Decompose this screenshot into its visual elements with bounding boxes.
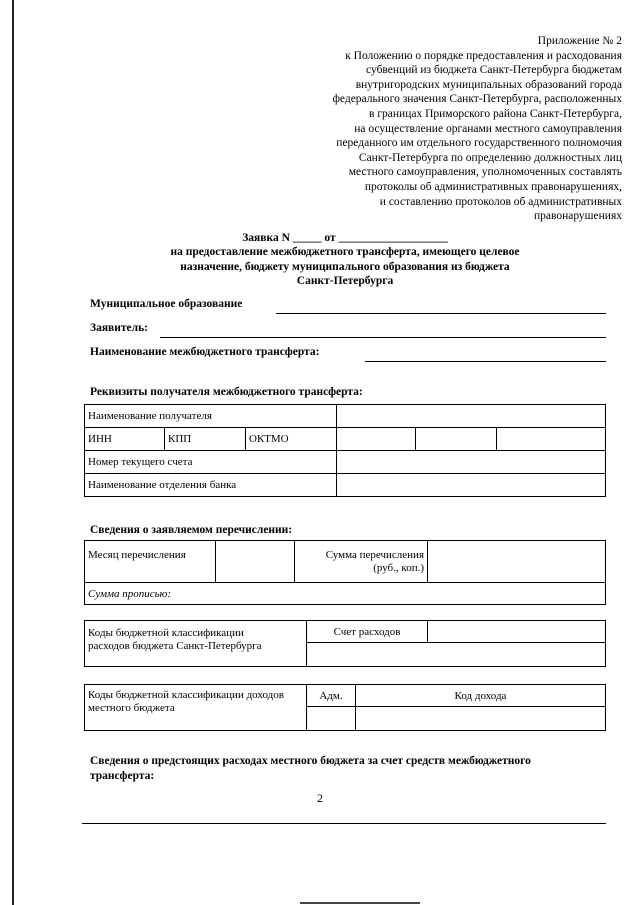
expense-account-value[interactable] [428,621,606,643]
table-row [85,583,606,605]
transfer-info-heading: Сведения о заявляемом перечислении: [90,524,293,536]
kpp-value[interactable] [416,428,497,451]
expense-codes-line: Коды бюджетной классификации [88,627,244,639]
appendix-line: к Положению о порядке предоставления и расходования [345,49,622,62]
table-row [85,541,606,583]
footer-divider [82,823,606,824]
inn-value[interactable] [337,428,416,451]
appendix-line: в границах Приморского района Санкт-Петербурга, [369,107,622,120]
scan-edge-left [12,0,14,905]
table-row [85,621,606,643]
recipient-name-label: Наименование получателя [85,405,337,428]
appendix-line: местного самоуправления, уполномоченных составлять [348,166,622,179]
appendix-line: переданного им отдельного государственного полномочия [336,137,622,150]
table-row [85,405,606,428]
month-label: Месяц перечисления [85,541,216,583]
oktmo-label: ОКТМО [246,428,337,451]
adm-value[interactable] [307,707,356,731]
income-codes-label [85,685,307,731]
appendix-line: субвенций из бюджета Санкт-Петербурга бюджетам [366,64,622,77]
page-number: 2 [317,791,323,805]
title-line: на предоставление межбюджетного трансферта, имеющего целевое [170,246,520,259]
sum-label [295,541,428,583]
municipality-input-line[interactable] [276,313,606,314]
adm-label: Адм. [307,685,356,707]
expense-codes-line: расходов бюджета Санкт-Петербурга [88,640,262,652]
appendix-line: Приложение № 2 [537,35,622,47]
appendix-header [300,34,622,224]
table-row [85,451,606,474]
expense-codes-label [85,621,307,667]
sum-value[interactable] [428,541,606,583]
expense-codes-table [84,620,606,667]
title-line: назначение, бюджету муниципального образования из бюджета [180,260,510,273]
appendix-line: правонарушениях [533,210,622,223]
appendix-line: на осуществление органами местного самоуправления [354,122,622,135]
inn-label: ИНН [85,428,165,451]
account-value[interactable] [337,451,606,474]
income-code-value[interactable] [356,707,606,731]
account-label: Номер текущего счета [85,451,337,474]
oktmo-value[interactable] [497,428,606,451]
sum-words-label: Сумма прописью: [85,583,606,605]
title-line: Санкт-Петербурга [296,275,394,288]
requisites-heading: Реквизиты получателя межбюджетного трансферта: [90,386,363,398]
table-row [85,428,606,451]
recipient-name-value[interactable] [337,405,606,428]
upcoming-heading [90,754,531,784]
sum-label-line: Сумма перечисления [325,549,424,561]
transfer-name-input-line[interactable] [365,361,606,362]
appendix-line: и составлению протоколов об административных [379,195,622,208]
month-value[interactable] [216,541,295,583]
income-codes-line: местного бюджета [88,702,175,714]
bank-value[interactable] [337,474,606,497]
table-row [85,474,606,497]
transfer-info-table [84,540,606,605]
income-codes-table [84,684,606,731]
applicant-label: Заявитель: [90,322,148,334]
title-line: Заявка N _____ от ___________________ [242,232,448,244]
applicant-input-line[interactable] [160,337,606,338]
expense-account-label: Счет расходов [307,621,428,643]
table-row [85,685,606,707]
income-code-label: Код дохода [356,685,606,707]
appendix-line: Санкт-Петербурга по определению должностных лиц [358,151,622,164]
municipality-label: Муниципальное образование [90,298,243,310]
scan-edge-bottom [300,902,420,904]
requisites-table [84,404,606,497]
upcoming-heading-line: Сведения о предстоящих расходах местного бюджета за счет средств межбюджетного [90,755,531,767]
application-title [90,231,600,289]
sum-label-line: (руб., коп.) [373,562,424,574]
appendix-line: федерального значения Санкт-Петербурга, расположенных [332,93,622,106]
bank-label: Наименование отделения банка [85,474,337,497]
appendix-line: протоколы об административных правонарушениях, [364,180,622,193]
expense-codes-value[interactable] [307,643,606,667]
kpp-label: КПП [165,428,246,451]
upcoming-heading-line: трансферта: [90,770,155,782]
transfer-name-label: Наименование межбюджетного трансферта: [90,346,320,358]
appendix-line: внутригородских муниципальных образований города [355,78,622,91]
income-codes-line: Коды бюджетной классификации доходов [88,689,284,701]
